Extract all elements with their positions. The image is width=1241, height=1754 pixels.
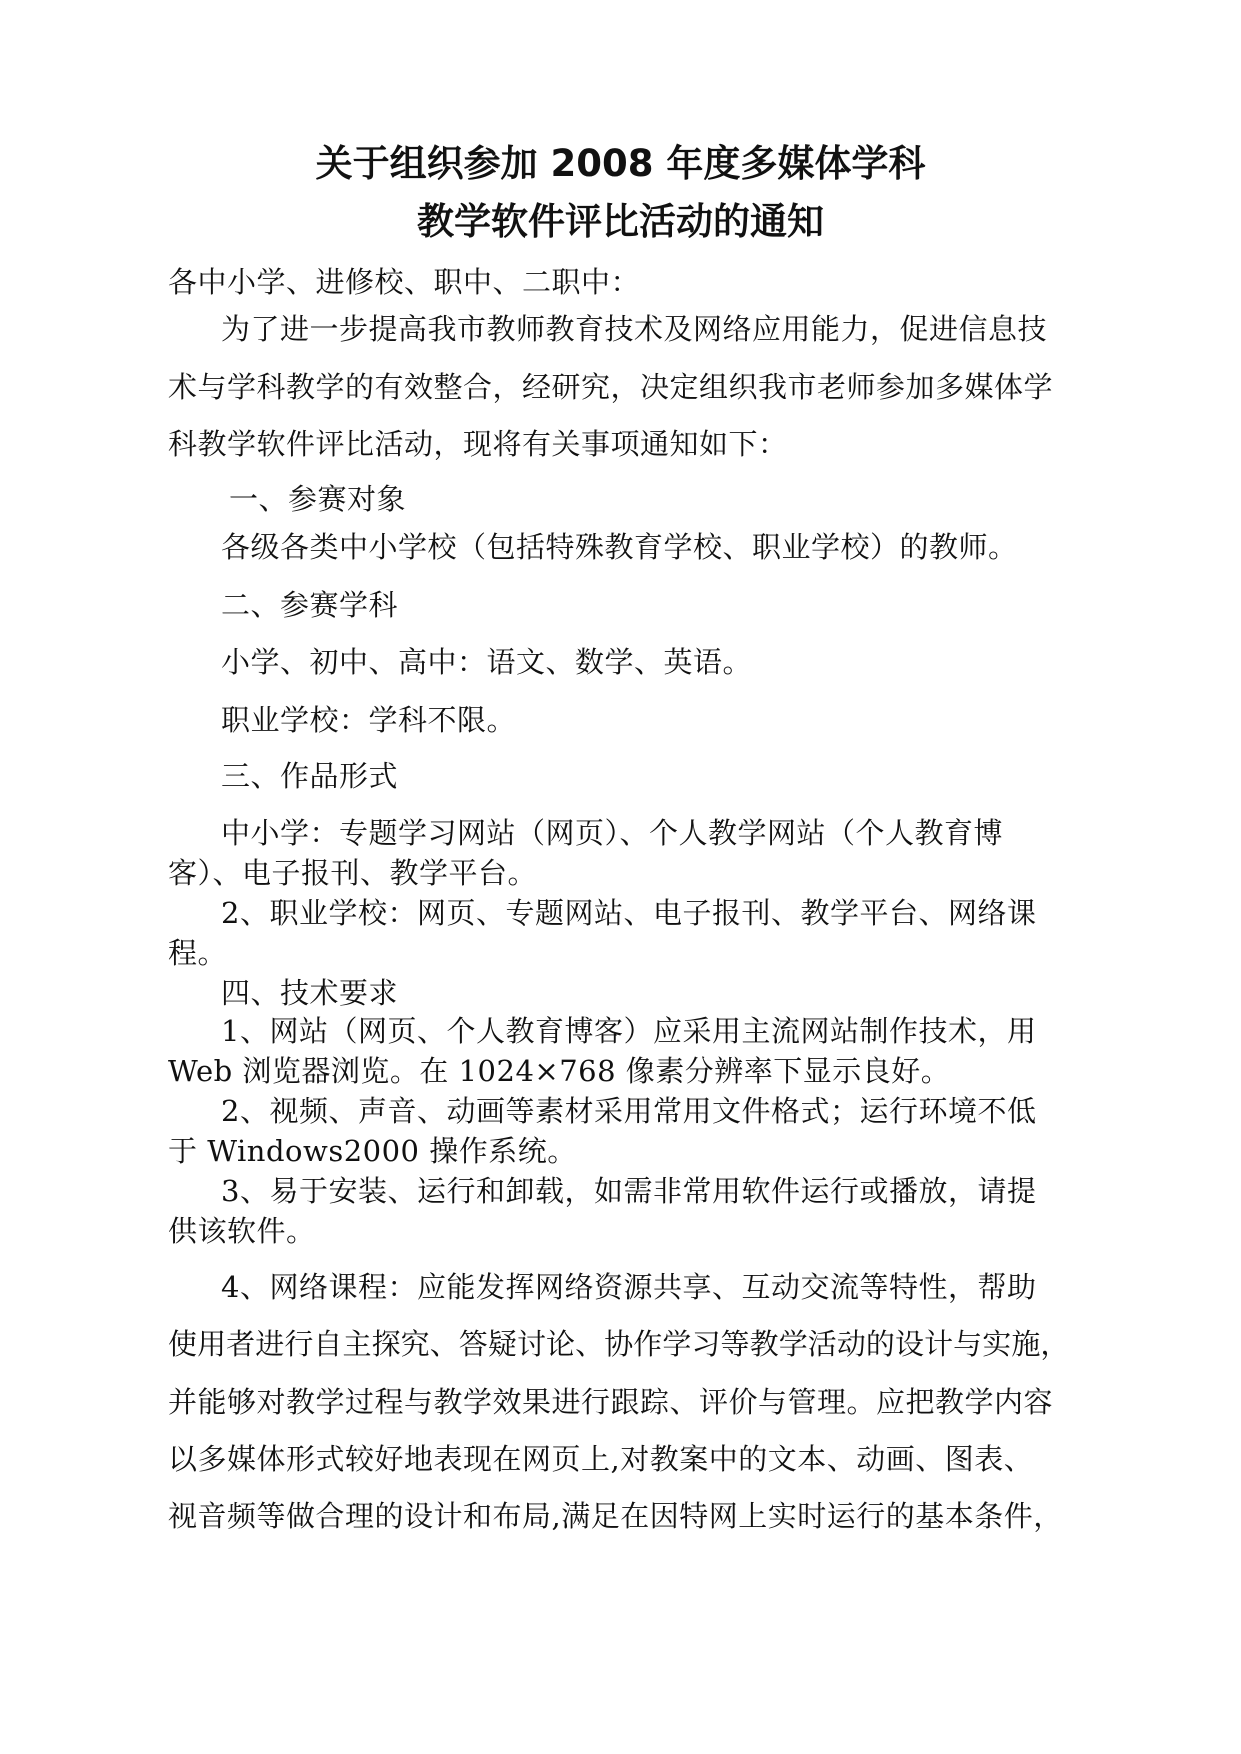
section-3-body-1-line-2: 客）、电子报刊、教学平台。: [168, 856, 538, 890]
section-2-body-2: 职业学校：学科不限。: [221, 703, 517, 737]
title-line-2: 教学软件评比活动的通知: [417, 200, 824, 243]
intro-line-3: 科教学软件评比活动，现将有关事项通知如下：: [168, 427, 788, 461]
section-2-heading: 二、参赛学科: [221, 588, 399, 622]
section-4-item-3-line-1: 3、易于安装、运行和卸载，如需非常用软件运行或播放，请提: [221, 1174, 1037, 1208]
section-4-item-2-line-2: 于 Windows2000 操作系统。: [168, 1134, 577, 1168]
section-2-body-1: 小学、初中、高中：语文、数学、英语。: [221, 645, 753, 679]
section-3-body-1-line-1: 中小学：专题学习网站（网页）、个人教学网站（个人教育博: [221, 816, 1004, 850]
section-3-heading: 三、作品形式: [221, 759, 399, 793]
section-1-heading: 一、参赛对象: [229, 482, 407, 516]
section-3-body-2-line-2: 程。: [168, 936, 228, 970]
salutation: 各中小学、进修校、职中、二职中：: [168, 265, 641, 299]
section-4-item-3-line-2: 供该软件。: [168, 1214, 316, 1248]
section-1-body: 各级各类中小学校（包括特殊教育学校、职业学校）的教师。: [221, 530, 1018, 564]
section-4-item-4-line-5: 视音频等做合理的设计和布局,满足在因特网上实时运行的基本条件，: [168, 1499, 1063, 1533]
section-4-heading: 四、技术要求: [221, 976, 399, 1010]
title-line-1: 关于组织参加 2008 年度多媒体学科: [315, 142, 926, 185]
section-4-item-4-line-3: 并能够对教学过程与教学效果进行跟踪、评价与管理。应把教学内容: [168, 1385, 1054, 1419]
intro-line-1: 为了进一步提高我市教师教育技术及网络应用能力，促进信息技: [221, 312, 1048, 346]
intro-line-2: 术与学科教学的有效整合，经研究，决定组织我市老师参加多媒体学: [168, 370, 1054, 404]
section-4-item-4-line-1: 4、网络课程：应能发挥网络资源共享、互动交流等特性，帮助: [221, 1270, 1037, 1304]
section-4-item-4-line-4: 以多媒体形式较好地表现在网页上,对教案中的文本、动画、图表、: [168, 1442, 1034, 1476]
section-4-item-2-line-1: 2、视频、声音、动画等素材采用常用文件格式；运行环境不低: [221, 1094, 1037, 1128]
section-4-item-1-line-1: 1、网站（网页、个人教育博客）应采用主流网站制作技术，用: [221, 1014, 1037, 1048]
section-3-body-2-line-1: 2、职业学校：网页、专题网站、电子报刊、教学平台、网络课: [221, 896, 1037, 930]
section-4-item-1-line-2: Web 浏览器浏览。在 1024×768 像素分辨率下显示良好。: [168, 1054, 951, 1088]
section-4-item-4-line-2: 使用者进行自主探究、答疑讨论、协作学习等教学活动的设计与实施，: [168, 1327, 1070, 1361]
